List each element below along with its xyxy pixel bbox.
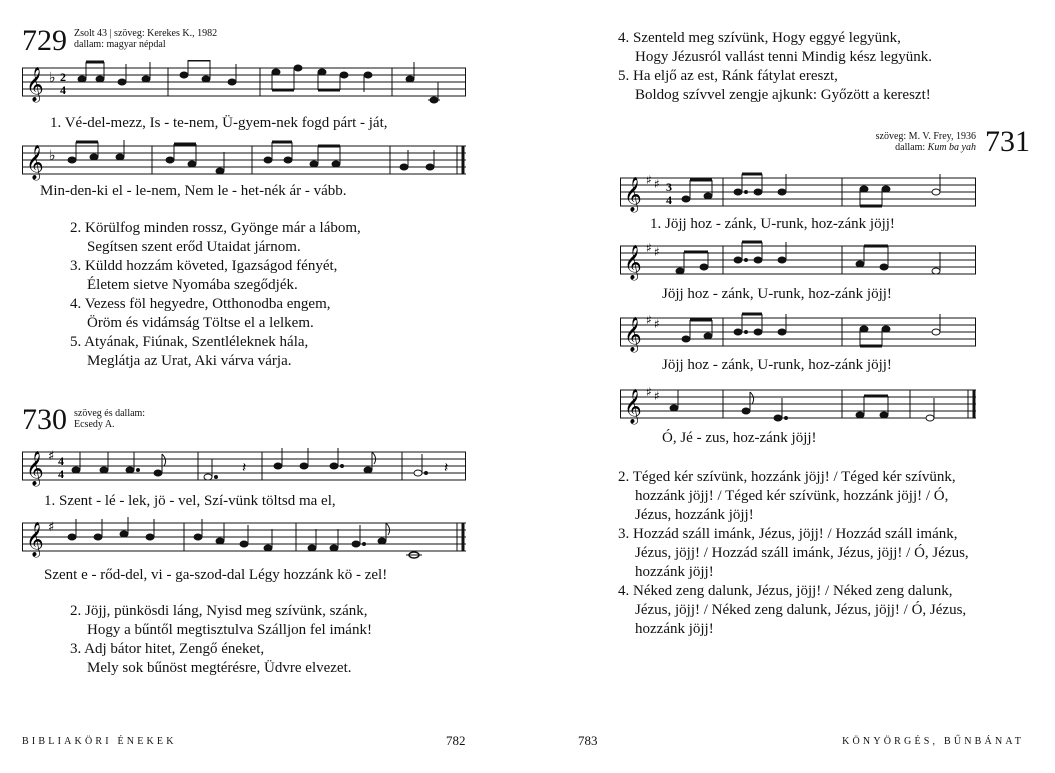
verse-line: Meglátja az Urat, Aki várva várja. (87, 353, 292, 369)
verses-730-continued (618, 29, 932, 105)
music-staff-729-1 (22, 60, 472, 108)
hymn-730-meta (74, 408, 145, 430)
svg-text:4: 4 (58, 467, 64, 481)
treble-clef-icon: 𝄞 (26, 451, 44, 486)
verse-731-2 (618, 468, 969, 525)
meta-tune-title: Kum ba yah (927, 142, 976, 153)
svg-text:♭: ♭ (49, 148, 56, 164)
verses-730 (70, 602, 372, 678)
music-staff-731-1 (620, 170, 980, 218)
hymn-730-meta-author: Ecsedy A. (74, 419, 115, 430)
verse-730-5 (618, 67, 932, 105)
svg-text:♯: ♯ (646, 241, 652, 255)
svg-text:♯: ♯ (654, 177, 660, 191)
verse-line: Hogy Jézusról vallást tenni Mindig kész legyünk. (635, 49, 933, 65)
treble-clef-icon: 𝄞 (624, 317, 642, 352)
verse-line: hozzánk jöjj! (635, 621, 714, 637)
svg-text:♯: ♯ (654, 245, 660, 259)
verse-729-4 (70, 295, 361, 333)
hymn-731-meta-tune (876, 142, 976, 153)
svg-text:♯: ♯ (654, 389, 660, 403)
verse-line: 4. Vezess föl hegyedre, Otthonodba engem, (70, 296, 331, 312)
verses-731 (618, 468, 969, 639)
verse-line: Segítsen szent erőd Utaidat járnom. (87, 239, 301, 255)
verse-line: Életem sietve Nyomába szegődjék. (87, 277, 298, 293)
hymn-number-730: 730 (22, 403, 67, 436)
hymn-730-meta-text: szöveg és dallam: (74, 408, 146, 419)
svg-text:4: 4 (60, 83, 66, 97)
verse-729-2 (70, 219, 361, 257)
svg-text:♯: ♯ (646, 385, 652, 399)
lyric-729-line2: Min-den-ki el - le-nem, Nem le - het-nék ár - vább. (40, 183, 347, 199)
svg-text:𝄽: 𝄽 (444, 460, 449, 476)
hymn-729-meta (74, 28, 217, 50)
svg-text:3: 3 (666, 180, 672, 194)
verse-730-4 (618, 29, 932, 67)
svg-text:♯: ♯ (48, 520, 55, 535)
svg-text:♯: ♯ (654, 317, 660, 331)
verse-line: 2. Körülfog minden rossz, Gyönge már a lábom, (70, 220, 361, 236)
svg-text:2: 2 (60, 70, 66, 84)
svg-text:♯: ♯ (48, 449, 55, 464)
verse-line: 5. Atyának, Fiúnak, Szentléleknek hála, (70, 334, 309, 350)
verse-line: 3. Hozzád száll imánk, Jézus, jöjj! / Hozzád száll imánk, (618, 526, 958, 542)
verse-line: Jézus, hozzánk jöjj! (635, 507, 754, 523)
lyric-731-line3: Jöjj hoz - zánk, U-runk, hoz-zánk jöjj! (662, 357, 892, 373)
lyric-730-line1: 1. Szent - lé - lek, jö - vel, Szí-vünk töltsd ma el, (44, 493, 336, 509)
hymn-729-meta-tune: dallam: magyar népdal (74, 39, 166, 50)
hymn-731-meta-text: szöveg: M. V. Frey, 1936 (875, 131, 976, 142)
verse-line: Jézus, jöjj! / Hozzád száll imánk, Jézus, jöjj! / Ó, Jézus, (635, 545, 969, 561)
treble-clef-icon: 𝄞 (26, 522, 44, 557)
verse-731-4 (618, 582, 969, 639)
verse-line: Hogy a bűntől megtisztulva Szálljon fel imánk! (87, 622, 372, 638)
footer-section-title-right: KÖNYÖRGÉS, BŰNBÁNAT (842, 736, 1024, 747)
lyric-729-line1: 1. Vé-del-mezz, Is - te-nem, Ü-gyem-nek fogd párt - ját, (50, 115, 388, 131)
verses-729 (70, 219, 361, 371)
lyric-731-line2: Jöjj hoz - zánk, U-runk, hoz-zánk jöjj! (662, 286, 892, 302)
verse-731-3 (618, 525, 969, 582)
lyric-731-line4: Ó, Jé - zus, hoz-zánk jöjj! (662, 430, 817, 446)
verse-730-3 (70, 640, 372, 678)
verse-line: 3. Küldd hozzám követed, Igazságod fényét, (70, 258, 338, 274)
treble-clef-icon: 𝄞 (624, 245, 642, 280)
verse-730-2 (70, 602, 372, 640)
treble-clef-icon: 𝄞 (26, 145, 44, 180)
svg-text:𝄽: 𝄽 (242, 460, 247, 476)
verse-line: hozzánk jöjj! (635, 564, 714, 580)
verse-line: 2. Jöjj, pünkösdi láng, Nyisd meg szívünk, szánk, (70, 603, 368, 619)
footer-section-title-left: BIBLIAKÖRI ÉNEKEK (22, 736, 177, 747)
svg-text:♭: ♭ (49, 70, 56, 86)
svg-text:4: 4 (58, 454, 64, 468)
music-staff-731-4 (620, 382, 980, 430)
verse-line: 4. Néked zeng dalunk, Jézus, jöjj! / Néked zeng dalunk, (618, 583, 953, 599)
lyric-730-line2: Szent e - rőd-del, vi - ga-szod-dal Légy hozzánk kö - zel! (44, 567, 388, 583)
verse-729-5 (70, 333, 361, 371)
verse-line: Jézus, jöjj! / Néked zeng dalunk, Jézus, jöjj! / Ó, Jézus, (635, 602, 967, 618)
hymn-number-729: 729 (22, 24, 67, 57)
music-staff-731-2 (620, 238, 980, 286)
treble-clef-icon: 𝄞 (26, 67, 44, 102)
music-staff-729-2 (22, 138, 472, 186)
meta-prefix: dallam: (895, 142, 928, 153)
verse-line: 2. Téged kér szívünk, hozzánk jöjj! / Téged kér szívünk, (618, 469, 956, 485)
verse-line: Boldog szívvel zengje ajkunk: Győzött a kereszt! (635, 87, 931, 103)
lyric-731-line1: 1. Jöjj hoz - zánk, U-runk, hoz-zánk jöjj! (650, 216, 895, 232)
verse-line: 3. Adj bátor hitet, Zengő éneket, (70, 641, 265, 657)
hymn-729-meta-text: Zsolt 43 | szöveg: Kerekes K., 1982 (74, 28, 218, 39)
verse-729-3 (70, 257, 361, 295)
treble-clef-icon: 𝄞 (624, 389, 642, 424)
verse-line: Öröm és vidámság Töltse el a lelkem. (87, 315, 314, 331)
svg-text:♯: ♯ (646, 313, 652, 327)
page-number-left: 782 (446, 733, 466, 748)
page-number-right: 783 (578, 733, 598, 748)
verse-line: hozzánk jöjj! / Téged kér szívünk, hozzánk jöjj! / Ó, (635, 488, 949, 504)
hymn-731-meta (876, 131, 976, 153)
svg-text:♯: ♯ (646, 173, 652, 187)
music-staff-730-2 (22, 515, 472, 563)
svg-text:4: 4 (666, 193, 672, 207)
verse-line: Mely sok bűnöst megtérésre, Üdvre elvezet. (87, 660, 352, 676)
music-staff-731-3 (620, 310, 980, 358)
verse-line: 4. Szenteld meg szívünk, Hogy eggyé legyünk, (618, 30, 901, 46)
hymn-number-731: 731 (985, 125, 1030, 158)
verse-line: 5. Ha eljő az est, Ránk fátylat ereszt, (618, 68, 838, 84)
treble-clef-icon: 𝄞 (624, 177, 642, 212)
music-staff-730-1 (22, 444, 472, 492)
